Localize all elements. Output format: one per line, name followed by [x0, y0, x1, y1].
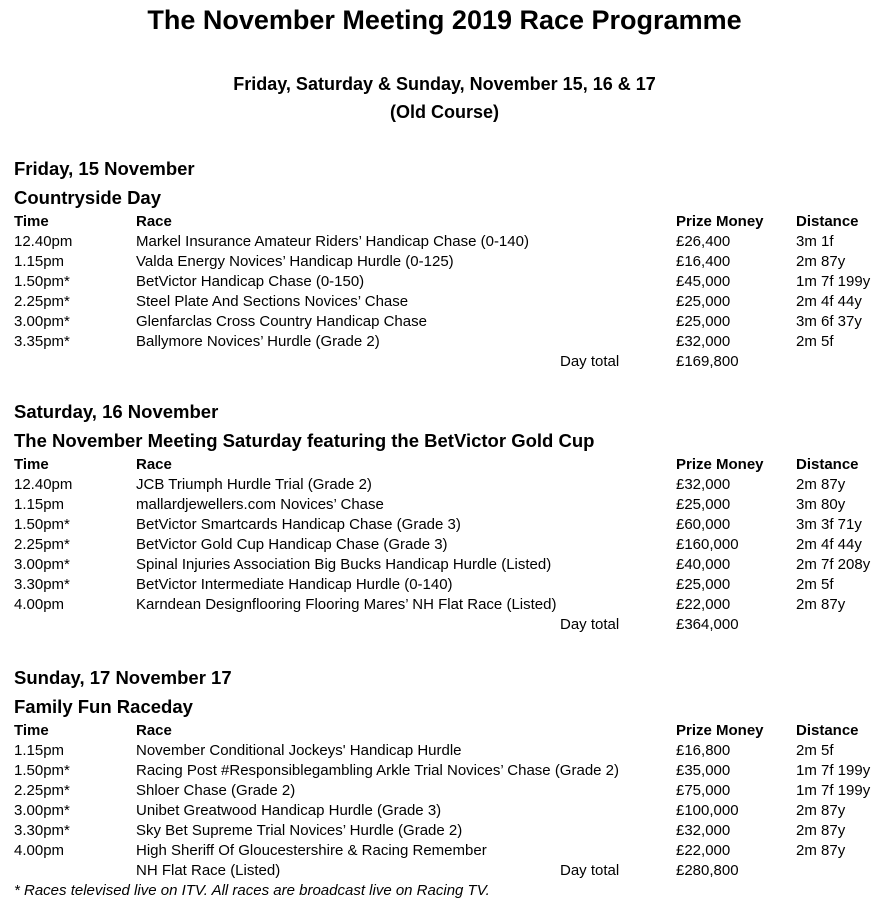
race-name: BetVictor Intermediate Handicap Hurdle (0-140): [136, 576, 453, 593]
day-total-row: [14, 615, 889, 635]
race-distance: 2m 4f 44y: [796, 536, 862, 553]
race-time: 12.40pm: [14, 476, 73, 493]
race-time: 4.00pm: [14, 596, 65, 613]
race-time: 3.00pm*: [14, 313, 70, 330]
race-name: November Conditional Jockeys' Handicap Hurdle: [136, 742, 462, 759]
prize-money: £25,000: [676, 576, 731, 593]
prize-money: £32,000: [676, 822, 731, 839]
prize-money: £25,000: [676, 293, 731, 310]
race-time: 3.30pm*: [14, 822, 70, 839]
race-distance: 3m 6f 37y: [796, 313, 862, 330]
race-distance: 2m 87y: [796, 596, 846, 613]
column-header-distance: Distance: [796, 213, 859, 230]
race-row: [14, 272, 889, 292]
race-continuation-and-total-row: [14, 861, 889, 881]
race-row: [14, 781, 889, 801]
race-name: Racing Post #Responsiblegambling Arkle Trial Novices’ Chase (Grade 2): [136, 762, 620, 779]
day-total-label: Day total: [560, 616, 620, 633]
race-time: 2.25pm*: [14, 782, 70, 799]
race-distance: 2m 4f 44y: [796, 293, 862, 310]
prize-money: £26,400: [676, 233, 731, 250]
subtitle: [14, 70, 875, 126]
footnote: * Races televised live on ITV. All races are broadcast live on Racing TV.: [14, 882, 490, 899]
column-header-race: Race: [136, 722, 172, 739]
column-header-race: Race: [136, 456, 172, 473]
race-name: Unibet Greatwood Handicap Hurdle (Grade 3): [136, 802, 442, 819]
race-row: [14, 332, 889, 352]
race-row: [14, 575, 889, 595]
race-distance: 2m 5f: [796, 576, 834, 593]
race-row: [14, 292, 889, 312]
event-heading: The November Meeting Saturday featuring the BetVictor Gold Cup: [14, 430, 595, 451]
prize-money: £100,000: [676, 802, 739, 819]
page-title: The November Meeting 2019 Race Programme: [147, 5, 742, 35]
day-total-label: Day total: [560, 862, 620, 879]
prize-money: £16,800: [676, 742, 731, 759]
race-distance: 3m 1f: [796, 233, 834, 250]
day-section-friday: [14, 154, 889, 372]
race-row: [14, 232, 889, 252]
race-row: [14, 761, 889, 781]
race-distance: 3m 3f 71y: [796, 516, 862, 533]
race-time: 1.50pm*: [14, 762, 70, 779]
race-distance: 2m 5f: [796, 742, 834, 759]
race-row: [14, 515, 889, 535]
race-name: BetVictor Handicap Chase (0-150): [136, 273, 365, 290]
race-row: [14, 495, 889, 515]
race-name: Karndean Designflooring Flooring Mares’ NH Flat Race (Listed): [136, 596, 557, 613]
prize-money: £45,000: [676, 273, 731, 290]
prize-money: £25,000: [676, 313, 731, 330]
column-header-spacer: [560, 455, 676, 475]
race-time: 1.50pm*: [14, 273, 70, 290]
column-header-time: Time: [14, 722, 49, 739]
day-total-label: Day total: [560, 353, 620, 370]
race-time: 3.35pm*: [14, 333, 70, 350]
race-time: 3.00pm*: [14, 556, 70, 573]
day-section-sunday: [14, 663, 889, 881]
race-row: [14, 535, 889, 555]
prize-money: £35,000: [676, 762, 731, 779]
race-table: [14, 455, 889, 635]
prize-money: £160,000: [676, 536, 739, 553]
day-section-saturday: [14, 397, 889, 635]
race-row: [14, 555, 889, 575]
race-time: 1.15pm: [14, 253, 65, 270]
column-header-spacer: [560, 721, 676, 741]
race-time: 12.40pm: [14, 233, 73, 250]
date-heading: Saturday, 16 November: [14, 401, 219, 422]
race-time: 3.00pm*: [14, 802, 70, 819]
race-name: Shloer Chase (Grade 2): [136, 782, 296, 799]
race-name: Spinal Injuries Association Big Bucks Handicap Hurdle (Listed): [136, 556, 552, 573]
race-row: [14, 312, 889, 332]
prize-money: £22,000: [676, 596, 731, 613]
race-name: Ballymore Novices’ Hurdle (Grade 2): [136, 333, 380, 350]
race-name: High Sheriff Of Gloucestershire & Racing Remember: [136, 842, 487, 859]
prize-money: £32,000: [676, 476, 731, 493]
race-name: Markel Insurance Amateur Riders’ Handicap Chase (0-140): [136, 233, 529, 250]
race-row: [14, 252, 889, 272]
race-name-continuation: NH Flat Race (Listed): [136, 862, 281, 879]
day-total-value: £169,800: [676, 353, 739, 370]
race-time: 1.50pm*: [14, 516, 70, 533]
table-header-row: [14, 212, 889, 232]
race-distance: 2m 7f 208y: [796, 556, 871, 573]
race-name: Valda Energy Novices’ Handicap Hurdle (0-125): [136, 253, 454, 270]
race-distance: 1m 7f 199y: [796, 762, 871, 779]
race-time: 4.00pm: [14, 842, 65, 859]
column-header-prize: Prize Money: [676, 722, 764, 739]
column-header-spacer: [560, 212, 676, 232]
column-header-prize: Prize Money: [676, 213, 764, 230]
column-header-distance: Distance: [796, 456, 859, 473]
event-heading: Family Fun Raceday: [14, 696, 193, 717]
race-distance: 2m 87y: [796, 822, 846, 839]
race-name: Steel Plate And Sections Novices’ Chase: [136, 293, 409, 310]
column-header-time: Time: [14, 213, 49, 230]
race-distance: 1m 7f 199y: [796, 273, 871, 290]
day-total-row: [14, 352, 889, 372]
date-heading: Sunday, 17 November 17: [14, 667, 232, 688]
race-name: BetVictor Gold Cup Handicap Chase (Grade 3): [136, 536, 448, 553]
prize-money: £25,000: [676, 496, 731, 513]
race-name: mallardjewellers.com Novices’ Chase: [136, 496, 384, 513]
race-distance: 2m 87y: [796, 253, 846, 270]
prize-money: £40,000: [676, 556, 731, 573]
race-row: [14, 841, 889, 861]
prize-money: £16,400: [676, 253, 731, 270]
race-distance: 3m 80y: [796, 496, 846, 513]
prize-money: £22,000: [676, 842, 731, 859]
race-distance: 2m 87y: [796, 476, 846, 493]
table-header-row: [14, 455, 889, 475]
race-distance: 2m 87y: [796, 842, 846, 859]
race-distance: 1m 7f 199y: [796, 782, 871, 799]
race-time: 2.25pm*: [14, 536, 70, 553]
race-table: [14, 212, 889, 372]
prize-money: £32,000: [676, 333, 731, 350]
race-distance: 2m 87y: [796, 802, 846, 819]
race-distance: 2m 5f: [796, 333, 834, 350]
subtitle-course: (Old Course): [389, 102, 499, 122]
race-time: 1.15pm: [14, 742, 65, 759]
race-row: [14, 801, 889, 821]
race-name: BetVictor Smartcards Handicap Chase (Grade 3): [136, 516, 461, 533]
race-time: 3.30pm*: [14, 576, 70, 593]
race-name: Sky Bet Supreme Trial Novices’ Hurdle (Grade 2): [136, 822, 463, 839]
day-total-value: £364,000: [676, 616, 739, 633]
race-row: [14, 475, 889, 495]
race-time: 2.25pm*: [14, 293, 70, 310]
column-header-prize: Prize Money: [676, 456, 764, 473]
table-header-row: [14, 721, 889, 741]
race-name: JCB Triumph Hurdle Trial (Grade 2): [136, 476, 372, 493]
day-total-value: £280,800: [676, 862, 739, 879]
race-row: [14, 741, 889, 761]
column-header-time: Time: [14, 456, 49, 473]
column-header-race: Race: [136, 213, 172, 230]
event-heading: Countryside Day: [14, 187, 162, 208]
race-row: [14, 595, 889, 615]
column-header-distance: Distance: [796, 722, 859, 739]
race-time: 1.15pm: [14, 496, 65, 513]
date-heading: Friday, 15 November: [14, 158, 195, 179]
race-table: [14, 721, 889, 881]
race-name: Glenfarclas Cross Country Handicap Chase: [136, 313, 427, 330]
subtitle-dates: Friday, Saturday & Sunday, November 15, 16 & 17: [233, 74, 656, 94]
race-row: [14, 821, 889, 841]
prize-money: £60,000: [676, 516, 731, 533]
prize-money: £75,000: [676, 782, 731, 799]
